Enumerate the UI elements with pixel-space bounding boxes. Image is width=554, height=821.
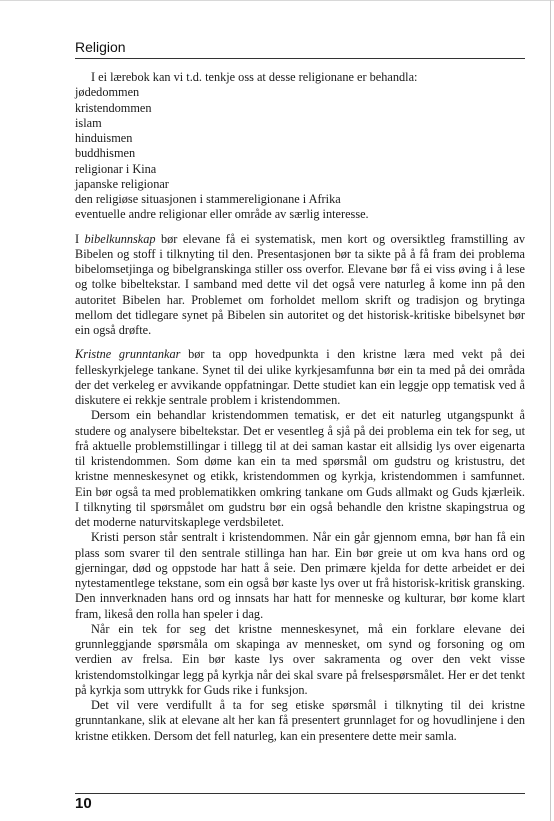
list-item: religionar i Kina xyxy=(75,161,157,176)
paragraph-text: bør ta opp hovedpunkta i den kristne læra med vekt på dei felleskyrkjelege tankane. Synet til dei ulike kyrkjesamfunna bør ein ta med på dei områda der det verkeleg er avvikande oppfatningar. Dette studiet kan ein leggje opp tematisk ved å diskutere ei rekkje sentrale problem i kristendommen. xyxy=(75,347,525,407)
list-item: buddhismen xyxy=(75,146,136,161)
list-item: japanske religionar xyxy=(75,176,169,191)
religion-list xyxy=(75,85,525,222)
paragraph-kristne-grunntankar xyxy=(75,347,525,408)
list-item: jødedommen xyxy=(75,85,140,100)
page-edge-right xyxy=(550,0,551,821)
list-item: islam xyxy=(75,115,102,130)
list-item: eventuelle andre religionar eller område av særlig interesse. xyxy=(75,207,369,222)
page-body xyxy=(75,70,525,744)
page-number: 10 xyxy=(75,795,92,812)
list-item: den religiøse situasjonen i stammereligionane i Afrika xyxy=(75,192,341,206)
paragraph-text: bør elevane få ei systematisk, men kort og oversiktleg framstilling av Bibelen og stoff i tilknyting til den. Presentasjonen bør ta sikte på å få fram dei problema bibelomsetjinga og bibelgranskinga stiller oss overfor. Elevane bør få ei viss øving i å lese og tolke bibeltekstar. I samband med dette vil det også vere naturleg å kome inn på den autoritet Bibelen har. Problemet om forholdet mellom skrift og tradisjon og brytinga mellom det tidlegare synet på Bibelen sin autoritet og det historisk-kritiske bibelsynet bør ein også drøfte. xyxy=(75,231,525,337)
footer-rule xyxy=(75,793,525,794)
page-edge-top xyxy=(0,0,554,1)
list-item: hinduismen xyxy=(75,131,133,145)
header-rule xyxy=(75,58,525,59)
paragraph-etikk: Det vil vere verdifullt å ta for seg etiske spørsmål i tilknyting til dei kristne grunntankane, slik at elevane alt her kan få presentert grunnlaget for og hovudlinjene i den kristne etikken. Dersom det fell naturleg, kan ein presentere dette meir samla. xyxy=(75,698,525,743)
intro-sentence: I ei lærebok kan vi t.d. tenkje oss at desse religionane er behandla: xyxy=(91,70,418,84)
list-item: kristendommen xyxy=(75,100,152,115)
paragraph-lead: I xyxy=(75,231,85,246)
paragraph-kristi-person: Kristi person står sentralt i kristendommen. Når ein går gjennom emna, bør han få ein plass som svarer til den sentrale stillinga han har. Ein bør greie ut om kva hans ord og gjerningar, død og oppstode har hatt å seie. Den primære kjelda for dette arbeidet er dei nytestamentlege tekstane, som ein også bør kaste lys over ut frå historisk-kritisk gransking. Den innverknaden hans ord og innsats har hatt for menneske og kulturar, bør kome klart fram, likeså den rolla han speler i dag. xyxy=(75,530,525,621)
running-header-title: Religion xyxy=(75,39,126,55)
paragraph-tematisk: Dersom ein behandlar kristendommen tematisk, er det eit naturleg utgangspunkt å studere og analysere bibeltekstar. Det er vesentleg å sjå på dei problema ein tek for seg, ut frå aktuelle problemstillingar i tillegg til at dei saman kastar eit allsidig lys over eigenarta til kristendommen. Som døme kan ein ta med spørsmål om gudstru og kristustru, det kristne menneskesynet og etikk, kristendommen og kyrkja, kristendommen i samfunnet. Ein bør også ta med problematikken omkring tankane om Guds allmakt og Guds kjærleik. I tilknyting til spørsmålet om gudstru bør ein også behandle den kristne skapingstrua og det moderne naturvitskaplege verdsbiletet. xyxy=(75,408,525,529)
paragraph-menneskesyn: Når ein tek for seg det kristne menneskesynet, må ein forklare elevane dei grunnleggjande spørsmåla om skapinga av mennesket, om synd og forsoning og om verdien av frelsa. Ein bør kaste lys over sakramenta og over den vekt visse kristendomstolkingar legg på kyrkja når dei skal svare på frelsespørsmålet. Her er det tenkt på kyrkja som uttrykk for Guds rike i funksjon. xyxy=(75,621,525,697)
term-kristne-grunntankar: Kristne grunntankar xyxy=(75,347,181,362)
paragraph-bibelkunnskap xyxy=(75,232,525,339)
term-bibelkunnskap: bibelkunnskap xyxy=(84,231,156,246)
